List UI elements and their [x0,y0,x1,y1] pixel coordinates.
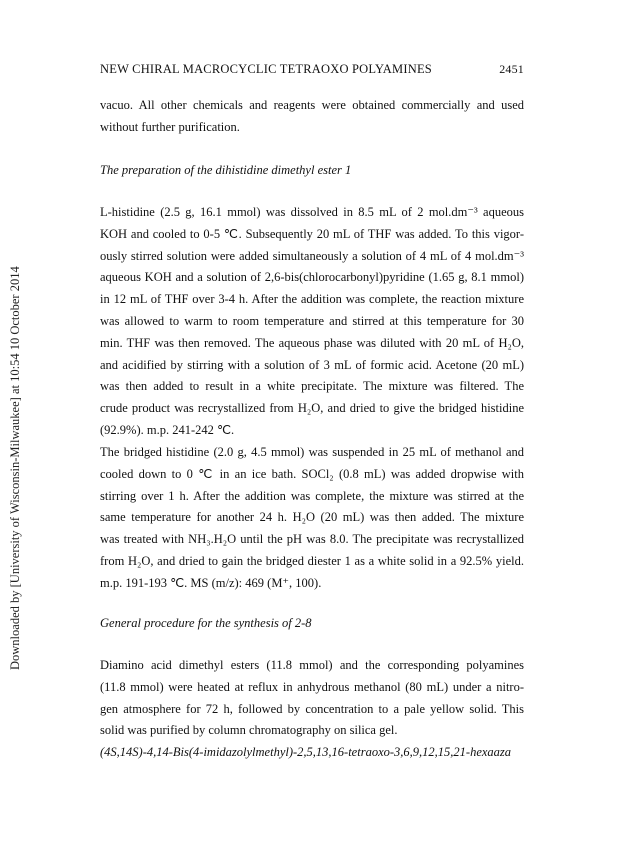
text-line: (92.9%). m.p. 241-242 ℃. [100,422,235,437]
text-line: gen atmosphere for 72 h, followed by concentration to a pale yellow solid. This [100,701,524,716]
text-line: solid was purified by column chromatography on silica gel. [100,723,398,738]
paragraph-diester-procedure [100,442,524,595]
text-line: (11.8 mmol) were heated at reflux in anhydrous methanol (80 mL) under a nitro- [100,679,524,694]
running-title: NEW CHIRAL MACROCYCLIC TETRAOXO POLYAMINES [100,62,432,76]
page-number: 2451 [499,62,524,76]
text-line: Diamino acid dimethyl esters (11.8 mmol) and the corresponding polyamines [100,658,524,672]
text-line: min. THF was then removed. The aqueous phase was diluted with 20 mL of H₂O, [100,335,524,350]
text-line: from H₂O, and dried to gain the bridged diester 1 as a white solid in a 92.5% yield. [100,553,524,568]
paragraph-histidine-procedure [100,202,524,442]
heading-text: The preparation of the dihistidine dimethyl ester 1 [100,163,352,177]
text-line: KOH and cooled to 0-5 ℃. Subsequently 20 mL of THF was added. To this vigor- [100,226,524,241]
text-line: The bridged histidine (2.0 g, 4.5 mmol) was suspended in 25 mL of methanol and [100,445,524,459]
text-line: L-histidine (2.5 g, 16.1 mmol) was dissolved in 8.5 mL of 2 mol.dm⁻³ aqueous [100,205,524,219]
text-line: in 12 mL of THF over 3-4 h. After the addition was complete, the reaction mixture [100,292,524,307]
text-line: was treated with NH₃.H₂O until the pH was 8.0. The precipitate was recrystallized [100,532,524,547]
text-line: stirring over 1 h. After the addition was complete, the mixture was stirred at the [100,488,524,503]
text-line: and acidified by stirring with a solution of 3 mL of formic acid. Acetone (20 mL) [100,357,524,372]
compound-name-line: (4S,14S)-4,14-Bis(4-imidazolylmethyl)-2,5,13,16-tetraoxo-3,6,9,12,15,21-hexaaza [100,745,512,760]
text-line: ously stirred solution were added simultaneously a solution of 4 mL of 4 mol.dm⁻³ [100,248,524,263]
heading-text: General procedure for the synthesis of 2-8 [100,616,312,630]
text-line: m.p. 191-193 ℃. MS (m/z): 469 (M⁺, 100). [100,575,322,590]
text-line: vacuo. All other chemicals and reagents were obtained commercially and used [100,98,524,112]
text-line: cooled down to 0 ℃ in an ice bath. SOCl₂ (0.8 mL) was added dropwise with [100,466,524,481]
section-heading-dihistidine [100,163,351,178]
text-line: was then added to result in a white precipitate. The mixture was filtered. The [100,379,524,394]
intro-paragraph [100,95,524,139]
download-watermark: Downloaded by [University of Wisconsin-Milwaukee] at 10:54 10 October 2014 [8,266,22,670]
paragraph-general-procedure [100,655,524,764]
text-line: was allowed to warm to room temperature and stirred at this temperature for 30 [100,313,524,328]
text-line: aqueous KOH and a solution of 2,6-bis(chlorocarbonyl)pyridine (1.65 g, 8.1 mmol) [100,270,524,285]
text-line: crude product was recrystallized from H₂O, and dried to give the bridged histidine [100,401,524,416]
text-line: same temperature for another 24 h. H₂O (20 mL) was then added. The mixture [100,510,524,525]
text-line: without further purification. [100,119,240,134]
section-heading-general-procedure [100,616,312,631]
